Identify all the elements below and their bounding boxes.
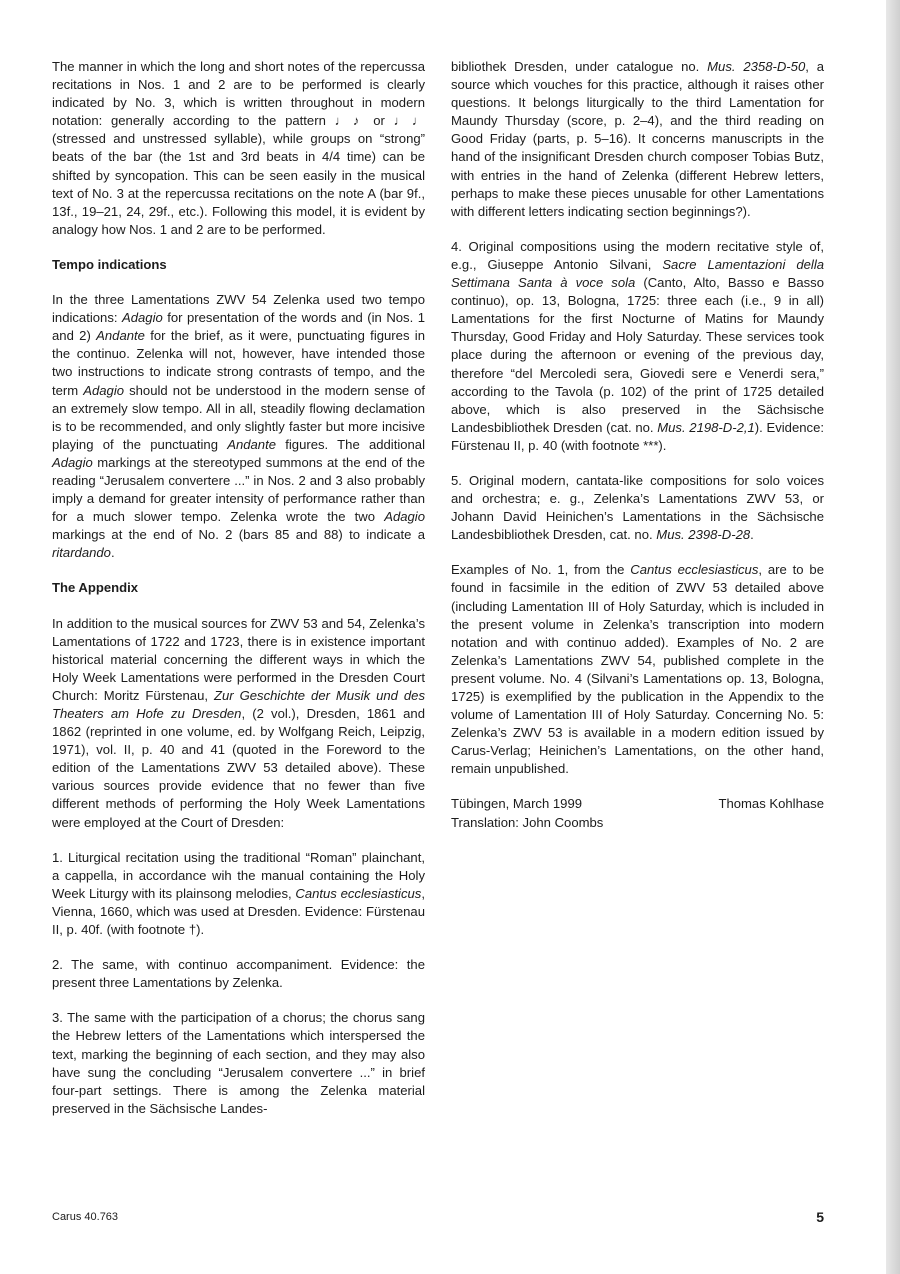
text-run: (Canto, Alto, Basso e Basso continuo), op. 13, Bologna, 1725: three each (i.e., 9 in all) Lamentations for the first Nocturne of Matins for Maundy Thursday, Good Friday and Holy Saturday. These services took place during the afternoon or evening of the previous day, therefore “del Mercoledi sera, Giovedi sere e Venerdi sera,” according to the Tavola (p. 102) of the print of 1725 detailed above, which is also preserved in the Sächsische Landesbibliothek Dresden (cat. no. bbox=[451, 275, 825, 435]
paragraph-method-1 bbox=[52, 849, 425, 939]
text-run: figures. The additional bbox=[276, 436, 425, 452]
text-run: , (2 vol.), Dresden, 1861 and 1862 (reprinted in one volume, ed. by Wolfgang Reich, Leipzig, 1971), vol. II, p. 40 and 41 (quoted in the Foreword to the edition of the Lamentations ZWV 53 detailed above). These various sources provide evidence that no fewer than five different methods of performing the Holy Week Lamentations were employed at the Court of Dresden: bbox=[52, 706, 425, 830]
italic-text: Adagio bbox=[83, 382, 125, 398]
paragraph-method-4 bbox=[451, 238, 824, 455]
text-run: , are to be found in facsimile in the edition of ZWV 53 detailed above (including Lamentation III of Holy Saturday, which is included in the present volume in Zelenka’s transcription into modern notation and with continuo added). Examples of No. 2 are Zelenka’s Lamentations ZWV 54, published complete in the present volume. No. 4 (Silvani’s Lamentations op. 13, Bologna, 1725) is exemplified by the publication in the Appendix to the volume of Lamentation III of Holy Saturday. Concerning No. 5: Zelenka’s ZWV 53 is available in a modern edition issued by Carus-Verlag; Heinichen’s Lamentations, on the other hand, remain unpublished. bbox=[451, 562, 824, 777]
italic-text: Cantus ecclesiasticus bbox=[295, 885, 422, 901]
text-run: should not be understood in the modern sense of an extremely slow tempo. All in all, steadily flowing declamation is to be recommended, and only slightly faster but more incisive playing of the punctuating bbox=[52, 382, 426, 452]
italic-text: Adagio bbox=[121, 310, 163, 326]
text-run: , a source which vouches for this practice, although it raises other questions. It belongs liturgically to the third Lamentation for Maundy Thursday (score, p. 2–4), and the third reading on Good Friday (parts, p. 5–16). It concerns manuscripts in the hand of the insignificant Dresden church composer Tobias Butz, with entries in the hand of Zelenka (different Hebrew letters, perhaps to make these pieces unusable for other Lamentations with different letters indicating section beginnings?). bbox=[451, 59, 824, 219]
paragraph-method-3 bbox=[52, 1009, 425, 1118]
paragraph-method-5 bbox=[451, 472, 824, 544]
text-run: for the brief, as it were, punctuating figures in the continuo. Zelenka will not, however, have intended those two instructions to indicate strong contrasts of tempo, and the term bbox=[52, 328, 425, 398]
right-column bbox=[451, 58, 824, 832]
heading-the-appendix: The Appendix bbox=[52, 580, 139, 596]
italic-text: Mus. 2358-D-50 bbox=[707, 59, 806, 74]
text-run: 5. Original modern, cantata-like compositions for solo voices and orchestra; e. g., Zelenka’s Lamentations ZWV 53, or Johann David Heinichen’s Lamentations in the Sächsische Landesbibliothek Dresden, cat. no. bbox=[451, 472, 824, 543]
italic-text: Sacre Lamentazioni della Settimana Santa à voce sola bbox=[451, 256, 825, 291]
paragraph-method-2 bbox=[52, 956, 425, 992]
text-run: markings at the end of No. 2 (bars 85 and 88) to indicate a bbox=[52, 527, 425, 543]
italic-text: Mus. 2398-D-28 bbox=[656, 527, 751, 543]
italic-text: Andante bbox=[227, 436, 277, 452]
left-column bbox=[52, 58, 425, 1135]
author-name: Thomas Kohlhase bbox=[718, 796, 824, 812]
paragraph-appendix-intro bbox=[52, 615, 425, 832]
footer-catalog-number: Carus 40.763 bbox=[52, 1211, 119, 1223]
translator-credit: Translation: John Coombs bbox=[451, 814, 604, 830]
italic-text: Adagio bbox=[384, 509, 425, 525]
text-run: In addition to the musical sources for ZWV 53 and 54, Zelenka’s Lamentations of 1722 and 1723, there is in existence important historical material concerning the different ways in which the Holy Week Lamentations were performed in the Dresden Court Church: Moritz Fürstenau, bbox=[52, 615, 425, 703]
text-run: 4. Original compositions using the modern recitative style of, e.g., Giuseppe Antonio Silvani, bbox=[451, 238, 824, 272]
italic-text: Andante bbox=[96, 328, 145, 344]
text-run: for presentation of the words and (in Nos. 1 and 2) bbox=[52, 310, 425, 344]
page-edge-shadow bbox=[886, 0, 900, 1274]
paragraph-method-3-continued bbox=[451, 58, 824, 221]
text-run: ). Evidence: Fürstenau II, p. 40 (with footnote ***). bbox=[451, 419, 824, 453]
text-run: . bbox=[110, 545, 115, 561]
page-number: 5 bbox=[816, 1209, 824, 1225]
italic-text: Cantus ecclesiasticus bbox=[630, 562, 759, 578]
italic-text: Adagio bbox=[52, 454, 93, 470]
signature-line bbox=[451, 795, 824, 813]
text-run: Examples of No. 1, from the bbox=[451, 562, 631, 578]
paragraph-examples bbox=[451, 561, 824, 778]
italic-text: ritardando bbox=[52, 545, 111, 561]
text-run: The manner in which the long and short notes of the repercussa recitations in Nos. 1 and 2 are to be performed is clearly indicated by No. 3, which is written throughout in modern notation: generally according to the pattern ♩♪ or ♩♩ (stressed and unstressed syllable), while groups on “strong” beats of the bar (the 1st and 3rd beats in 4/4 time) can be shifted by syncopation. This can be seen easily in the musical text of No. 3 at the repercussa recitations on the note A (bar 9f., 13f., 19–21, 24, 29f., etc.). Following this model, it is evident by analogy how Nos. 1 and 2 are to be performed. bbox=[52, 59, 425, 237]
text-run: , Vienna, 1660, which was used at Dresden. Evidence: Fürstenau II, p. 40f. (with footnote †). bbox=[52, 885, 425, 938]
paragraph-tempo bbox=[52, 291, 425, 562]
italic-text: Mus. 2198-D-2,1 bbox=[657, 419, 755, 435]
text-run: bibliothek Dresden, under catalogue no. bbox=[451, 59, 708, 74]
text-run: 3. The same with the participation of a chorus; the chorus sang the Hebrew letters of the Lamentations which interspersed the text, marking the beginning of each section, and they may also have sung the concluding “Jerusalem convertere ...” in brief four-part settings. There is among the Zelenka material preserved in the Sächsische Landes- bbox=[52, 1010, 425, 1116]
text-run: In the three Lamentations ZWV 54 Zelenka used two tempo indications: bbox=[52, 292, 425, 326]
italic-text: Zur Geschichte der Musik und des Theaters am Hofe zu Dresden bbox=[52, 687, 425, 721]
text-run: . bbox=[750, 527, 754, 543]
text-run: 2. The same, with continuo accompaniment. Evidence: the present three Lamentations by Zelenka. bbox=[52, 957, 425, 991]
text-run: 1. Liturgical recitation using the traditional “Roman” plainchant, a cappella, in accordance wih the manual containing the Holy Week Liturgy with its plainsong melodies, bbox=[52, 849, 425, 901]
text-run: markings at the stereotyped summons at the end of the reading “Jerusalem convertere ...” in Nos. 2 and 3 also probably imply a demand for greater intensity of performance rather than for a much slower tempo. Zelenka wrote the two bbox=[52, 454, 425, 525]
place-date: Tübingen, March 1999 bbox=[451, 796, 583, 812]
paragraph-notation bbox=[52, 58, 425, 239]
heading-tempo-indications: Tempo indications bbox=[52, 256, 167, 272]
